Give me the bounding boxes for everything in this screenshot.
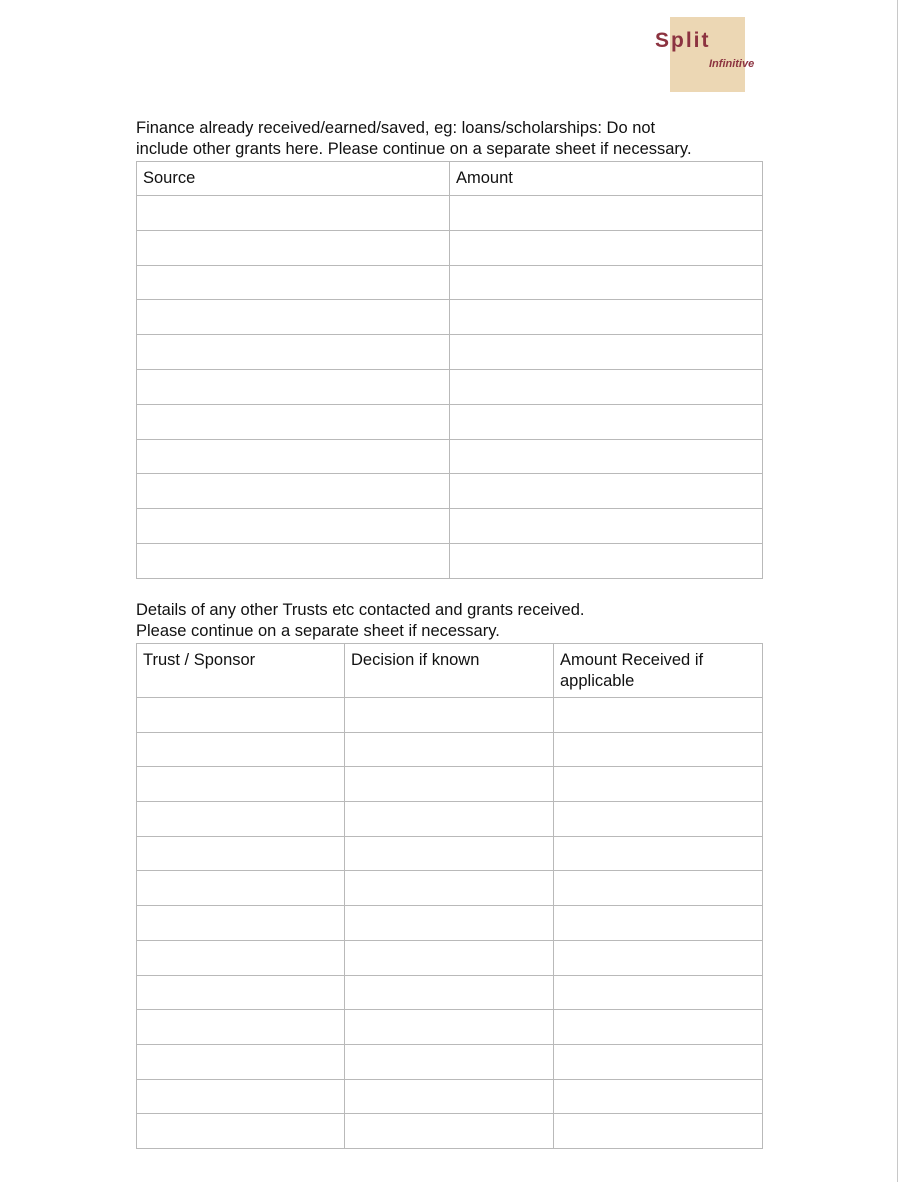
finance-table-row	[137, 300, 763, 335]
trusts-table-entry-cell[interactable]	[554, 1044, 763, 1079]
finance-instruction-line-2: include other grants here. Please continue on a separate sheet if necessary.	[136, 140, 692, 158]
trusts-table-row	[137, 906, 763, 941]
finance-table-entry-cell[interactable]	[137, 335, 450, 370]
trusts-table-entry-cell[interactable]	[137, 698, 345, 733]
trusts-table-entry-cell[interactable]	[137, 940, 345, 975]
finance-table-row	[137, 230, 763, 265]
trusts-table-entry-cell[interactable]	[345, 1044, 554, 1079]
trusts-table-row	[137, 1114, 763, 1149]
finance-table-entry-cell[interactable]	[450, 509, 763, 544]
trusts-table-entry-cell[interactable]	[137, 802, 345, 837]
finance-table	[136, 161, 763, 579]
trusts-table-entry-cell[interactable]	[554, 732, 763, 767]
finance-table-row	[137, 265, 763, 300]
column-header-amount-received: Amount Received if applicable	[554, 644, 763, 698]
trusts-table-entry-cell[interactable]	[345, 698, 554, 733]
trusts-table-entry-cell[interactable]	[137, 871, 345, 906]
trusts-table-entry-cell[interactable]	[345, 975, 554, 1010]
page-edge	[897, 0, 898, 1182]
finance-table-entry-cell[interactable]	[450, 369, 763, 404]
trusts-table-entry-cell[interactable]	[345, 906, 554, 941]
finance-instructions	[136, 118, 776, 160]
finance-table-row	[137, 404, 763, 439]
finance-table-entry-cell[interactable]	[450, 230, 763, 265]
trusts-table-entry-cell[interactable]	[554, 836, 763, 871]
column-header-decision: Decision if known	[345, 644, 554, 698]
trusts-table-entry-cell[interactable]	[554, 940, 763, 975]
finance-table-entry-cell[interactable]	[137, 300, 450, 335]
trusts-table-entry-cell[interactable]	[345, 940, 554, 975]
finance-table-entry-cell[interactable]	[137, 509, 450, 544]
column-header-trust-sponsor: Trust / Sponsor	[137, 644, 345, 698]
trusts-table-entry-cell[interactable]	[554, 1114, 763, 1149]
trusts-table-row	[137, 732, 763, 767]
trusts-instructions	[136, 600, 776, 642]
finance-table-entry-cell[interactable]	[137, 265, 450, 300]
trusts-table-entry-cell[interactable]	[137, 836, 345, 871]
trusts-table-row	[137, 1044, 763, 1079]
trusts-table-entry-cell[interactable]	[137, 906, 345, 941]
trusts-table-row	[137, 871, 763, 906]
finance-table-entry-cell[interactable]	[137, 230, 450, 265]
finance-table-row	[137, 196, 763, 231]
finance-table-entry-cell[interactable]	[137, 474, 450, 509]
trusts-table-entry-cell[interactable]	[554, 906, 763, 941]
finance-table-entry-cell[interactable]	[137, 543, 450, 578]
trusts-table-entry-cell[interactable]	[137, 767, 345, 802]
finance-table-header-row	[137, 162, 763, 196]
trusts-table-entry-cell[interactable]	[345, 871, 554, 906]
trusts-table-entry-cell[interactable]	[345, 1114, 554, 1149]
finance-table-row	[137, 439, 763, 474]
trusts-table-entry-cell[interactable]	[554, 802, 763, 837]
trusts-instruction-line-1: Details of any other Trusts etc contacted and grants received.	[136, 601, 585, 619]
trusts-table-header-row	[137, 644, 763, 698]
finance-table-entry-cell[interactable]	[450, 474, 763, 509]
finance-table-entry-cell[interactable]	[137, 439, 450, 474]
trusts-table-row	[137, 698, 763, 733]
trusts-table-entry-cell[interactable]	[345, 802, 554, 837]
trusts-table-entry-cell[interactable]	[137, 1079, 345, 1114]
finance-table-entry-cell[interactable]	[450, 439, 763, 474]
trusts-table-entry-cell[interactable]	[345, 1079, 554, 1114]
finance-table-row	[137, 474, 763, 509]
trusts-table-row	[137, 802, 763, 837]
trusts-instruction-line-2: Please continue on a separate sheet if necessary.	[136, 622, 500, 640]
trusts-table-entry-cell[interactable]	[554, 871, 763, 906]
finance-table-entry-cell[interactable]	[450, 404, 763, 439]
trusts-table	[136, 643, 763, 1149]
finance-table-row	[137, 369, 763, 404]
finance-table-row	[137, 543, 763, 578]
trusts-table-row	[137, 836, 763, 871]
trusts-table-row	[137, 1079, 763, 1114]
column-header-amount: Amount	[450, 162, 763, 196]
trusts-table-entry-cell[interactable]	[137, 1114, 345, 1149]
finance-instruction-line-1: Finance already received/earned/saved, eg: loans/scholarships: Do not	[136, 119, 656, 137]
trusts-table-row	[137, 940, 763, 975]
finance-table-entry-cell[interactable]	[450, 543, 763, 578]
finance-table-row	[137, 509, 763, 544]
trusts-table-entry-cell[interactable]	[554, 975, 763, 1010]
trusts-table-entry-cell[interactable]	[345, 732, 554, 767]
trusts-table-entry-cell[interactable]	[345, 836, 554, 871]
trusts-table-entry-cell[interactable]	[137, 975, 345, 1010]
trusts-table-entry-cell[interactable]	[554, 1010, 763, 1045]
trusts-table-entry-cell[interactable]	[554, 698, 763, 733]
trusts-table-entry-cell[interactable]	[137, 732, 345, 767]
trusts-table-entry-cell[interactable]	[137, 1010, 345, 1045]
trusts-table-row	[137, 975, 763, 1010]
logo-sub-text: Infinitive	[709, 58, 755, 70]
finance-table-entry-cell[interactable]	[137, 369, 450, 404]
logo-main-text: Split	[655, 29, 711, 52]
column-header-source: Source	[137, 162, 450, 196]
finance-table-entry-cell[interactable]	[450, 335, 763, 370]
trusts-table-entry-cell[interactable]	[345, 1010, 554, 1045]
finance-table-entry-cell[interactable]	[450, 265, 763, 300]
finance-table-entry-cell[interactable]	[450, 196, 763, 231]
finance-table-entry-cell[interactable]	[137, 404, 450, 439]
trusts-table-entry-cell[interactable]	[554, 1079, 763, 1114]
trusts-table-entry-cell[interactable]	[554, 767, 763, 802]
finance-table-entry-cell[interactable]	[450, 300, 763, 335]
finance-table-row	[137, 335, 763, 370]
finance-table-entry-cell[interactable]	[137, 196, 450, 231]
trusts-table-entry-cell[interactable]	[345, 767, 554, 802]
trusts-table-row	[137, 1010, 763, 1045]
trusts-table-row	[137, 767, 763, 802]
trusts-table-entry-cell[interactable]	[137, 1044, 345, 1079]
